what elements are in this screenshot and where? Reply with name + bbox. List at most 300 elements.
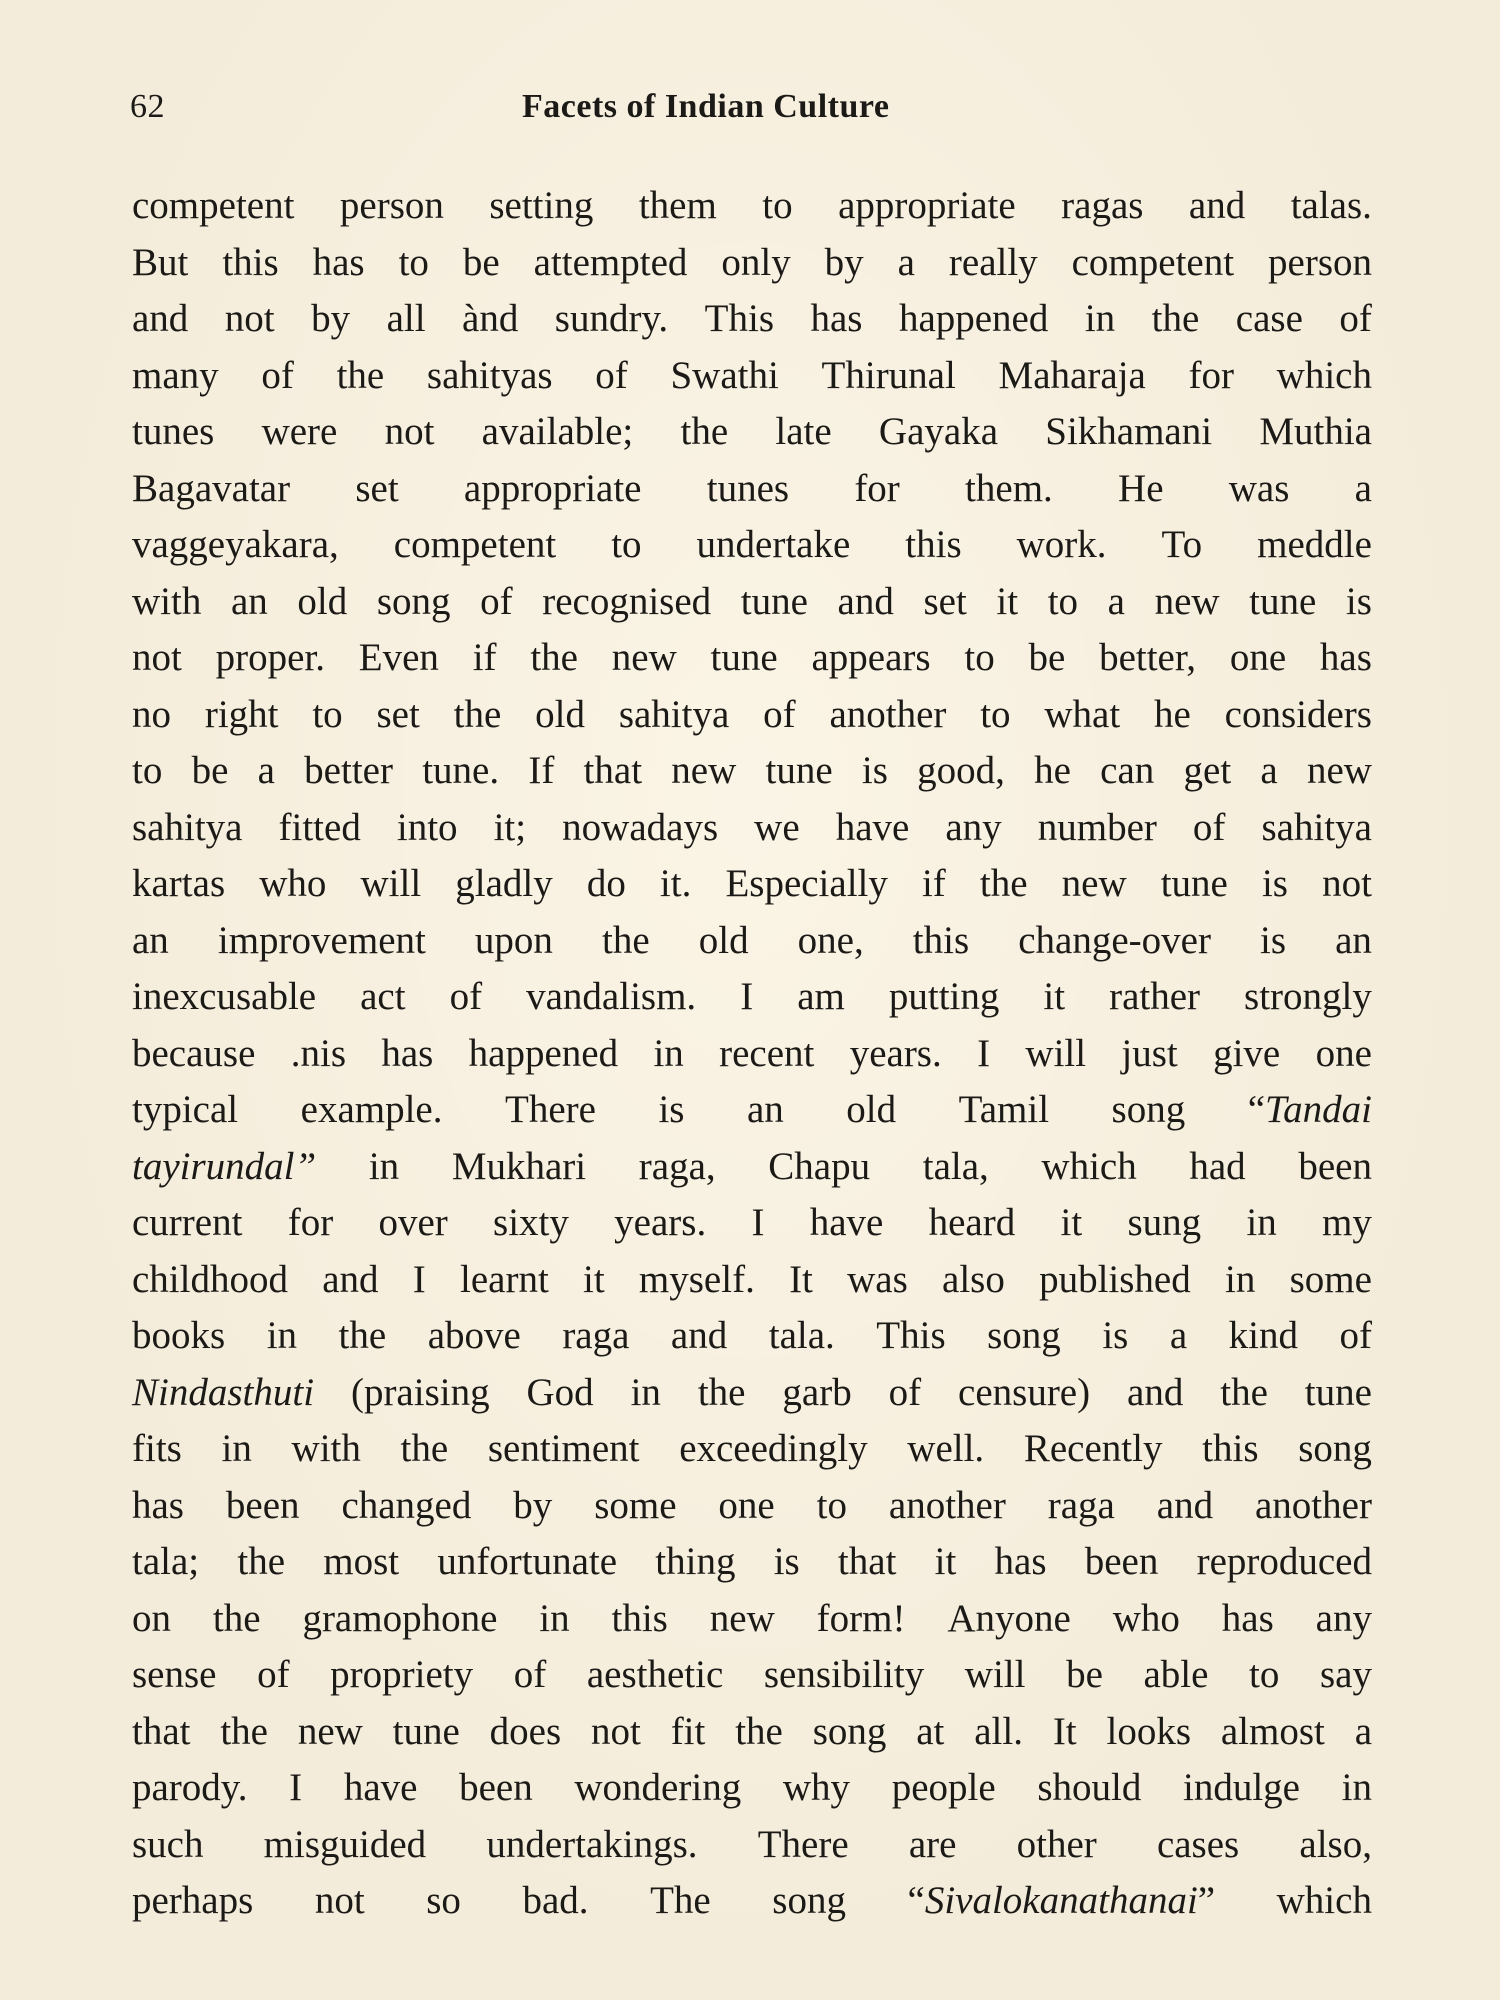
word: [355, 461, 398, 518]
word: [262, 404, 338, 461]
word: [132, 178, 294, 235]
word: [1246, 1195, 1276, 1252]
word: [595, 348, 628, 405]
word-part: ànd: [462, 297, 519, 340]
word-part: Tamil: [958, 1088, 1050, 1131]
word: [899, 291, 1048, 348]
word-part: number: [1037, 805, 1157, 849]
word: [614, 1195, 706, 1252]
word-part: it: [934, 1540, 957, 1583]
word-part: any: [1315, 1596, 1372, 1640]
word: [132, 913, 169, 970]
word: [1106, 1704, 1191, 1761]
word: [574, 1760, 741, 1817]
word: [721, 235, 790, 292]
word-part: which: [1041, 1144, 1137, 1188]
word-part: is: [1102, 1314, 1129, 1357]
word-part: of: [595, 353, 628, 397]
word-part: that: [132, 1709, 191, 1753]
word: [132, 630, 182, 687]
word-part: in: [653, 1031, 684, 1075]
word-part: of: [1339, 1314, 1372, 1357]
word: [612, 1591, 668, 1648]
word: [539, 1591, 569, 1648]
word: [1189, 178, 1245, 235]
word-part: song: [772, 1879, 846, 1922]
word-part: any: [945, 805, 1002, 849]
word-part: inexcusable: [132, 975, 317, 1018]
word: [505, 1082, 596, 1139]
word: [304, 743, 393, 800]
word-part: of: [888, 1370, 922, 1414]
word-part: learnt: [460, 1257, 549, 1301]
word: [987, 1308, 1061, 1365]
word: [1154, 687, 1191, 744]
word: [1225, 687, 1372, 744]
word: [1298, 1421, 1372, 1478]
word: [1339, 1308, 1372, 1365]
word-part: upon: [474, 918, 553, 962]
word-part: not: [591, 1709, 641, 1753]
word: [132, 461, 290, 518]
word-part: Thirunal: [821, 353, 956, 397]
word: [817, 1478, 847, 1535]
word-part: tala;: [132, 1540, 200, 1583]
word-part: get: [1183, 749, 1232, 792]
word: [337, 348, 385, 405]
word-part: just: [1121, 1031, 1178, 1075]
word-part: no: [132, 692, 171, 736]
word-part: of: [261, 353, 294, 397]
word-part: competent: [393, 523, 557, 566]
word: [639, 178, 717, 235]
word-part: only: [721, 240, 791, 284]
word: [980, 687, 1010, 744]
word-part: and: [132, 297, 189, 340]
word-part: if: [472, 636, 497, 679]
word-part: looks: [1106, 1709, 1191, 1753]
word: [1213, 1026, 1280, 1083]
word-part: set: [355, 466, 399, 510]
text-line: [132, 1365, 1372, 1422]
word-part: raga,: [638, 1144, 716, 1188]
word: [671, 1704, 706, 1761]
word: [1024, 1421, 1163, 1478]
word-part: a: [1354, 1709, 1372, 1753]
word-part: is: [1261, 862, 1288, 905]
word-part: able: [1143, 1653, 1209, 1696]
word-part: are: [908, 1822, 957, 1866]
word: [768, 1139, 870, 1196]
word: [602, 913, 650, 970]
word: [1193, 800, 1226, 857]
text-line: [132, 1760, 1372, 1817]
word: [898, 235, 915, 292]
word: [377, 574, 451, 631]
word-part: This: [704, 297, 774, 340]
word-part: it: [1043, 975, 1066, 1018]
word-part: some: [594, 1483, 677, 1527]
word: [216, 630, 325, 687]
word: [774, 1534, 800, 1591]
word: [965, 1647, 1026, 1704]
word-part: for: [1188, 353, 1234, 397]
word-part: new: [297, 1709, 363, 1753]
word-part: Gayaka: [878, 410, 999, 453]
word-part: sundry.: [554, 297, 669, 340]
word: [1157, 1478, 1213, 1535]
word-part: fits: [132, 1427, 182, 1470]
word-part: one: [1229, 636, 1287, 679]
word-part: most: [323, 1540, 400, 1583]
text-line: [132, 178, 1372, 235]
word: [670, 348, 778, 405]
word: [486, 1817, 697, 1874]
word-part: attempted: [533, 240, 688, 284]
word: [459, 1760, 533, 1817]
word: [1072, 235, 1234, 292]
word-part: propriety: [330, 1653, 474, 1696]
word: [825, 235, 864, 292]
word: [707, 461, 789, 518]
word: [488, 1421, 640, 1478]
word: [916, 1704, 944, 1761]
word: [482, 404, 634, 461]
word: [584, 743, 642, 800]
word-part: “: [907, 1879, 925, 1922]
word-part: competent: [1071, 240, 1235, 284]
word-part: books: [132, 1314, 226, 1357]
word: [528, 743, 554, 800]
word-part: with: [132, 579, 202, 623]
word: [1066, 1647, 1103, 1704]
word-part: If: [528, 749, 555, 792]
word-part: is: [1260, 918, 1287, 962]
word-part: old: [535, 692, 585, 736]
word: [1170, 1308, 1187, 1365]
word-part: new: [1306, 749, 1372, 792]
word: [1355, 461, 1372, 518]
word-part: The: [650, 1879, 711, 1922]
word: [359, 630, 439, 687]
word: [879, 404, 998, 461]
word-part: for: [287, 1201, 334, 1244]
word: [132, 1421, 182, 1478]
word-part: tala,: [922, 1144, 989, 1188]
word-part: in: [1224, 1257, 1256, 1301]
word: [381, 1026, 433, 1083]
word-part: This: [876, 1314, 946, 1357]
word: [1108, 574, 1125, 631]
word-part: the: [680, 410, 729, 453]
text-line: [132, 235, 1372, 292]
word: [514, 1647, 547, 1704]
word: [427, 348, 553, 405]
word-part: we: [754, 805, 800, 849]
word: [854, 461, 899, 518]
word-part: a: [257, 749, 275, 792]
word-part: vandalism.: [526, 975, 697, 1018]
word: [1236, 291, 1303, 348]
word-part: the: [1151, 297, 1200, 340]
word-part: old: [846, 1088, 897, 1131]
word-part: to: [762, 184, 793, 227]
word-part: be: [462, 240, 500, 284]
word: [132, 404, 214, 461]
word: [1342, 1760, 1372, 1817]
word: [132, 1873, 253, 1930]
word: [1085, 291, 1115, 348]
word-part: a: [1354, 466, 1372, 510]
word: [650, 1873, 711, 1930]
word-part: this: [222, 240, 279, 284]
word: [947, 1591, 1070, 1648]
word-part: to: [964, 636, 995, 679]
word-part: recognised: [542, 579, 712, 623]
word-part: what: [1044, 692, 1121, 736]
text-line: [132, 913, 1372, 970]
word: [344, 1760, 418, 1817]
word-part: another: [1254, 1483, 1372, 1527]
word-part: set: [923, 579, 967, 623]
word-part: not: [132, 636, 182, 679]
word: [534, 235, 688, 292]
word-part: an: [1335, 918, 1372, 962]
word: [889, 1478, 1006, 1535]
word: [1277, 1873, 1372, 1930]
word: [1335, 913, 1372, 970]
word-part: the: [602, 918, 650, 962]
word: [322, 1252, 378, 1309]
word: [132, 1760, 248, 1817]
word-part: the: [400, 1427, 449, 1470]
word-part: to: [980, 692, 1011, 736]
word-part: There: [505, 1088, 596, 1131]
word-part: parody.: [132, 1766, 248, 1809]
word: [710, 1591, 775, 1648]
word: [313, 235, 365, 292]
word: [1085, 1534, 1159, 1591]
word: [132, 687, 171, 744]
word: [908, 1873, 1216, 1930]
word-part: I: [740, 975, 754, 1018]
word-part: in: [266, 1314, 298, 1357]
word: [942, 1252, 1005, 1309]
text-line: [132, 348, 1372, 405]
word-part: set: [376, 692, 420, 736]
word-part: to: [1249, 1653, 1280, 1696]
word-part: Anyone: [947, 1596, 1071, 1640]
word: [725, 856, 887, 913]
word-part: he: [1034, 749, 1071, 792]
word-part: not: [384, 410, 435, 453]
word-part: will: [964, 1653, 1026, 1696]
word: [315, 1873, 365, 1930]
word: [905, 517, 961, 574]
word: [289, 1760, 302, 1817]
word-part: can: [1100, 749, 1155, 792]
word-part: .nis: [290, 1031, 347, 1075]
word-part: tunes: [706, 466, 790, 510]
word: [699, 913, 749, 970]
word: [847, 1252, 908, 1309]
word: [1230, 630, 1286, 687]
word: [762, 178, 792, 235]
word-part: sahitya: [132, 805, 243, 849]
word: [679, 1421, 867, 1478]
word-part: one: [1315, 1031, 1372, 1075]
word-part: meddle: [1257, 523, 1372, 566]
word: [323, 1534, 399, 1591]
word-part: of: [1192, 805, 1226, 849]
word-part: does: [489, 1709, 562, 1753]
word-part: is: [658, 1088, 685, 1131]
word: [583, 1252, 605, 1309]
word-part: all.: [974, 1709, 1023, 1753]
word: [535, 687, 585, 744]
word-part: a: [1107, 579, 1125, 623]
word-part: sahitya: [1261, 805, 1372, 849]
word: [292, 1421, 361, 1478]
word: [974, 1704, 1023, 1761]
word-part: I: [289, 1766, 303, 1809]
word-part: better,: [1099, 636, 1197, 679]
word-part: sense: [132, 1653, 217, 1696]
word-part: It: [1052, 1709, 1077, 1753]
word: [401, 1421, 449, 1478]
word-part: ragas: [1061, 184, 1144, 227]
word: [463, 235, 500, 292]
word-part: one,: [797, 918, 864, 962]
word: [1202, 1421, 1258, 1478]
word: [494, 800, 527, 857]
word: [1061, 178, 1143, 235]
word-part: of: [480, 579, 513, 623]
word: [949, 235, 1038, 292]
word-part: garb: [782, 1370, 852, 1414]
word: [660, 856, 691, 913]
word-part: act: [360, 975, 406, 1018]
word: [132, 1026, 255, 1083]
word: [836, 800, 910, 857]
word: [450, 969, 483, 1026]
word: [1048, 574, 1078, 631]
word-part: by: [824, 240, 864, 284]
word: [132, 574, 201, 631]
word: [876, 1308, 945, 1365]
word: [1053, 1704, 1077, 1761]
word: [378, 1195, 447, 1252]
word: [1307, 743, 1372, 800]
word-part: into: [396, 805, 458, 849]
word: [1260, 913, 1286, 970]
word: [935, 1534, 957, 1591]
word: [527, 1365, 594, 1422]
text-line: [132, 1252, 1372, 1309]
word: [1183, 1760, 1300, 1817]
word-part: form!: [816, 1596, 906, 1640]
word-part: should: [1037, 1766, 1142, 1809]
word-part: perhaps: [132, 1879, 254, 1922]
word: [1298, 1139, 1372, 1196]
word-part: thing: [655, 1540, 736, 1583]
word: [1048, 1478, 1115, 1535]
book-title: Facets of Indian Culture: [522, 88, 890, 125]
word-part: reproduced: [1196, 1540, 1372, 1583]
word: [428, 1308, 521, 1365]
word-part: other: [1016, 1822, 1097, 1866]
word-part: appropriate: [463, 466, 642, 510]
word: [1109, 969, 1200, 1026]
word-part: it.: [659, 862, 692, 905]
word-part: and: [837, 579, 894, 623]
word: [655, 1534, 735, 1591]
word: [711, 630, 778, 687]
word: [1229, 1308, 1298, 1365]
word-part: new: [671, 749, 737, 792]
word-part: it: [1060, 1201, 1083, 1244]
word: [1062, 856, 1127, 913]
word-part: Sikhamani: [1045, 410, 1213, 453]
word-part: of: [763, 692, 796, 736]
word: [838, 1534, 896, 1591]
word-part: am: [797, 975, 845, 1018]
word-part: really: [948, 240, 1038, 284]
word: [475, 913, 553, 970]
word-part: a: [897, 240, 915, 284]
word: [587, 1647, 723, 1704]
word: [132, 1082, 238, 1139]
word-part: “: [1247, 1088, 1266, 1131]
word-part: tunes: [132, 410, 215, 453]
word: [132, 1647, 216, 1704]
word-part: another: [829, 692, 947, 736]
word-part: tune: [1249, 579, 1317, 623]
word: [302, 1591, 497, 1648]
word: [1225, 1252, 1255, 1309]
word-part: new: [709, 1596, 775, 1640]
word-part: right: [204, 692, 279, 736]
word: [1155, 574, 1220, 631]
word-part: to: [611, 523, 642, 566]
word: [452, 1139, 586, 1196]
word: [460, 1252, 549, 1309]
word-part: has: [132, 1483, 184, 1527]
word: [132, 969, 316, 1026]
word-part: why: [782, 1766, 851, 1809]
word: [1184, 743, 1232, 800]
word-part: case: [1235, 297, 1303, 340]
word-part: the: [530, 636, 578, 679]
word: [1162, 517, 1203, 574]
word: [1045, 404, 1212, 461]
word: [587, 856, 626, 913]
word: [132, 743, 162, 800]
word: [562, 1308, 629, 1365]
word-part: recent: [719, 1031, 815, 1075]
word-part: to: [398, 240, 429, 284]
word-part: song: [812, 1709, 887, 1753]
word: [1220, 1365, 1268, 1422]
word-part: it: [996, 579, 1019, 623]
word: [132, 291, 188, 348]
text-line: [132, 1704, 1372, 1761]
word-part: the: [220, 1709, 268, 1753]
word-part: years.: [614, 1201, 707, 1244]
word-part: (praising: [350, 1370, 490, 1414]
word: [769, 1308, 835, 1365]
word-part: that: [583, 749, 643, 792]
